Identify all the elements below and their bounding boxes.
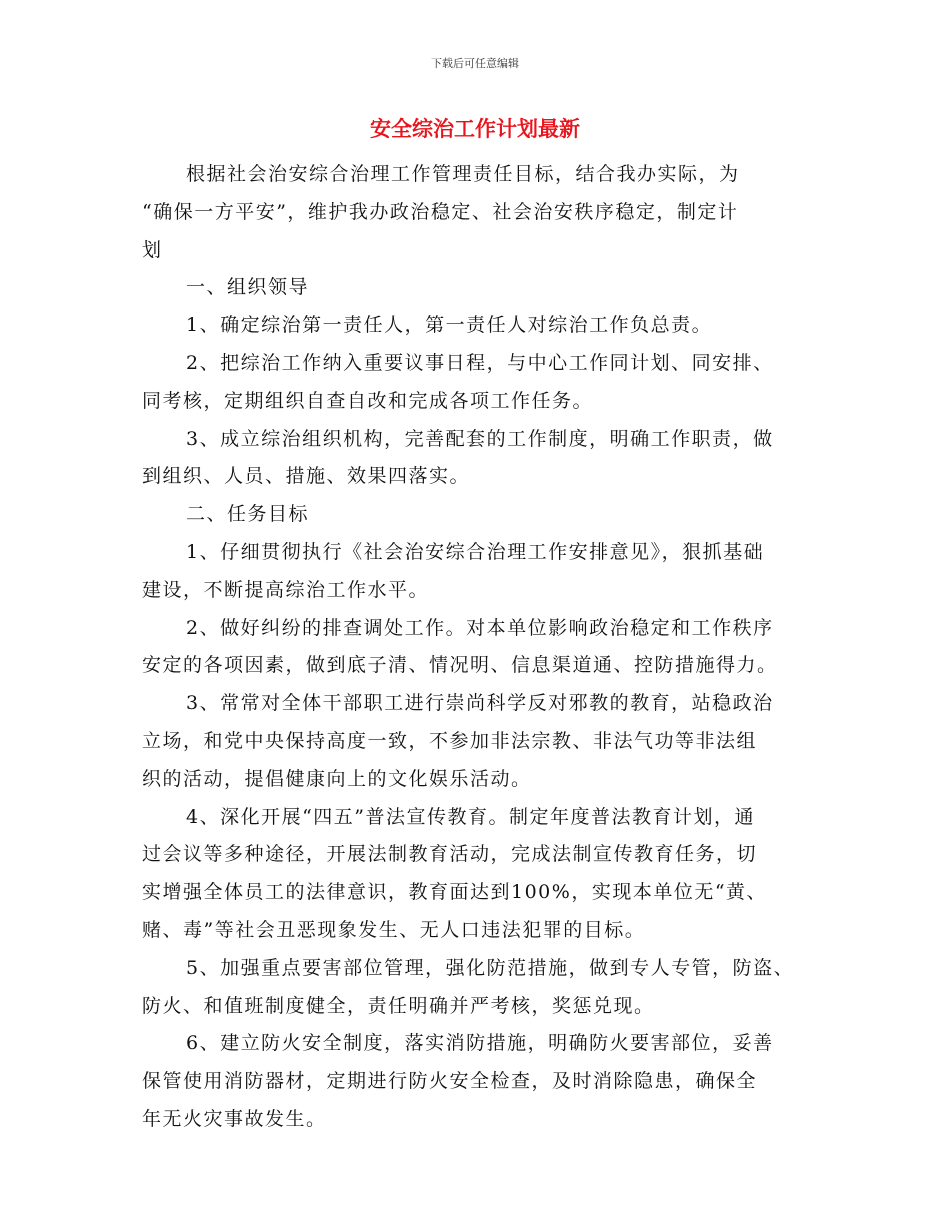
paragraph-line: 5、加强重点要害部位管理，强化防范措施，做到专人专管，防盗、 (186, 956, 795, 979)
paragraph-line: 1、确定综治第一责任人，第一责任人对综治工作负总责。 (186, 314, 713, 337)
paragraph-line: “确保一方平安”，维护我办政治稳定、社会治安秩序稳定，制定计 (142, 200, 739, 223)
paragraph-line: 防火、和值班制度健全，责任明确并严考核，奖惩兑现。 (142, 994, 655, 1017)
paragraph-line: 二、任务目标 (186, 503, 310, 526)
document-title: 安全综治工作计划最新 (370, 117, 580, 141)
paragraph-line: 过会议等多种途径，开展法制教育活动，完成法制宣传教育任务，切 (142, 843, 758, 866)
paragraph-line: 建设，不断提高综治工作水平。 (142, 578, 430, 601)
paragraph-line: 3、成立综治组织机构，完善配套的工作制度，明确工作职责，做 (186, 427, 774, 450)
document-body (142, 156, 822, 1139)
paragraph-line: 到组织、人员、措施、效果四落实。 (142, 465, 471, 488)
paragraph-line: 3、常常对全体干部职工进行崇尚科学反对邪教的教育，站稳政治 (186, 692, 774, 715)
paragraph-line: 4、深化开展“四五”普法宣传教育。制定年度普法教育计划，通 (186, 805, 756, 828)
paragraph-line: 立场，和党中央保持高度一致，不参加非法宗教、非法气功等非法组 (142, 729, 758, 752)
paragraph-line: 同考核，定期组织自查自改和完成各项工作任务。 (142, 389, 594, 412)
paragraph-line: 实增强全体员工的法律意识，教育面达到100%，实现本单位无“黄、 (142, 881, 768, 904)
paragraph-line: 根据社会治安综合治理工作管理责任目标，结合我办实际，为 (186, 163, 740, 185)
page-header-note: 下载后可任意编辑 (431, 57, 519, 70)
paragraph-line: 织的活动，提倡健康向上的文化娱乐活动。 (142, 767, 532, 790)
paragraph-line: 1、仔细贯彻执行《社会治安综合治理工作安排意见》，狠抓基础 (186, 540, 765, 563)
paragraph-line: 年无火灾事故发生。 (142, 1107, 327, 1130)
paragraph-line: 一、组织领导 (186, 276, 310, 299)
paragraph-line: 2、做好纠纷的排查调处工作。对本单位影响政治稳定和工作秩序 (186, 616, 774, 639)
paragraph-line: 6、建立防火安全制度，落实消防措施，明确防火要害部位，妥善 (186, 1032, 774, 1055)
paragraph-line: 划 (142, 238, 163, 261)
paragraph-line: 2、把综治工作纳入重要议事日程，与中心工作同计划、同安排、 (186, 351, 774, 374)
paragraph-line: 赌、毒”等社会丑恶现象发生、无人口违法犯罪的目标。 (142, 918, 646, 941)
paragraph-line: 保管使用消防器材，定期进行防火安全检查，及时消除隐患，确保全 (142, 1070, 758, 1093)
paragraph-line: 安定的各项因素，做到底子清、情况明、信息渠道通、控防措施得力。 (142, 654, 778, 677)
